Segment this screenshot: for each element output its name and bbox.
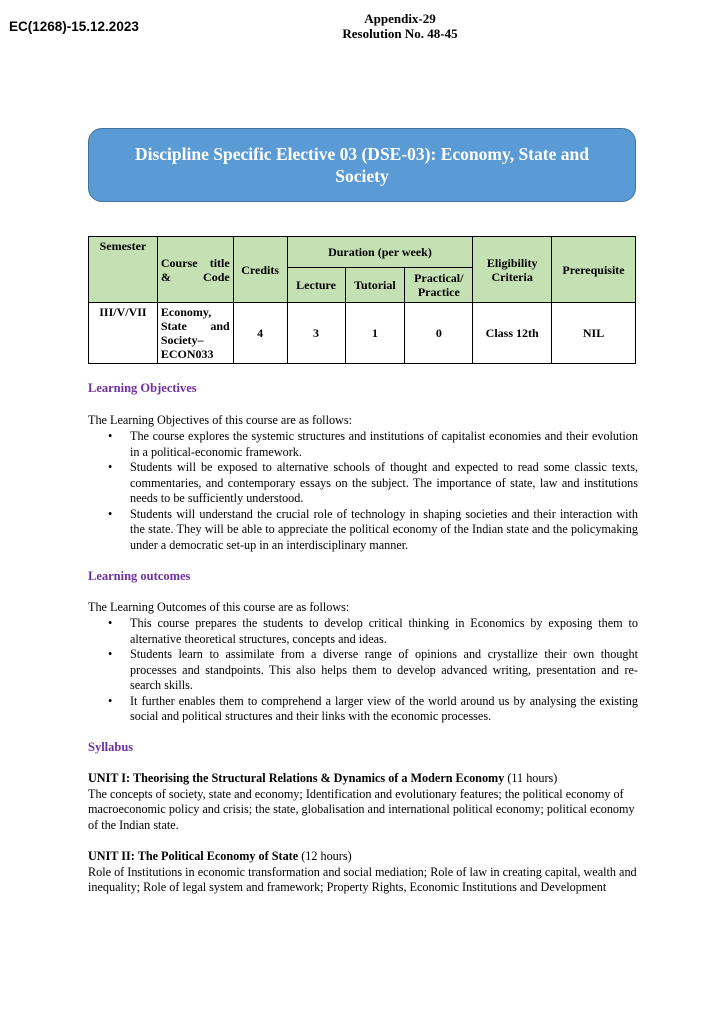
learning-objectives-heading: Learning Objectives xyxy=(88,381,197,395)
unit-1-heading: UNIT I: Theorising the Structural Relations & Dynamics of a Modern Economy (11 hours) xyxy=(88,771,558,785)
cell-practical: 0 xyxy=(405,303,473,364)
cell-semester: III/V/VII xyxy=(89,303,158,364)
document-code: EC(1268)-15.12.2023 xyxy=(9,19,139,34)
table-row xyxy=(89,303,636,364)
unit-2-title: The Political Economy of State xyxy=(137,849,299,863)
cell-course: Economy, State and Society– ECON033 xyxy=(157,303,233,364)
course-title-banner xyxy=(88,128,636,202)
appendix-block xyxy=(280,11,520,41)
unit-2 xyxy=(88,849,638,896)
header-tutorial: Tutorial xyxy=(345,268,405,303)
cell-eligibility: Class 12th xyxy=(473,303,552,364)
unit-2-text: Role of Institutions in economic transformation and social mediation; Role of law in creating capital, wealth and inequality; Role of legal system and framework; Property Rights, Economic Institutions and Development xyxy=(88,864,637,894)
header-course: Course title & Code xyxy=(157,237,233,303)
header-lecture: Lecture xyxy=(287,268,345,303)
learning-objectives-intro: The Learning Objectives of this course are as follows: xyxy=(88,413,352,427)
table-header-row xyxy=(89,237,636,268)
unit-1 xyxy=(88,771,638,833)
list-item: • Students will understand the crucial role of technology in shaping societies and their interaction with the state. They will be able to appreciate the political economy of the Indian state and the policymaking under a democratic set-up in an interdisciplinary manner. xyxy=(108,506,638,552)
syllabus-heading: Syllabus xyxy=(88,740,134,754)
cell-prerequisite: NIL xyxy=(552,303,636,364)
appendix-label: Appendix-29 xyxy=(364,11,436,26)
header-duration: Duration (per week) xyxy=(287,237,473,268)
unit-2-hours: (12 hours) xyxy=(301,849,352,863)
learning-objectives-list xyxy=(88,429,638,553)
cell-credits: 4 xyxy=(233,303,287,364)
header-credits: Credits xyxy=(233,237,287,303)
resolution-label: Resolution No. 48-45 xyxy=(342,26,458,41)
cell-lecture: 3 xyxy=(287,303,345,364)
list-item: • Students learn to assimilate from a diverse range of opinions and crystallize their own thought processes and standpoints. This also helps them to develop advanced writing, presentation and re- search skills. xyxy=(108,647,638,692)
learning-outcomes-list xyxy=(88,616,638,725)
unit-2-heading: UNIT II: The Political Economy of State (12 hours) xyxy=(88,849,352,863)
course-title: Discipline Specific Elective 03 (DSE-03): Economy, State and Society xyxy=(134,144,589,186)
list-item: • This course prepares the students to develop critical thinking in Economics by exposing them to alternative theoretical structures, concepts and ideas. xyxy=(108,616,638,646)
learning-outcomes-intro: The Learning Outcomes of this course are as follows: xyxy=(88,600,350,614)
header-prerequisite: Prerequisite xyxy=(552,237,636,303)
header-semester: Semester xyxy=(89,237,158,303)
unit-1-text: The concepts of society, state and economy; Identification and evolutionary features; the political economy of macroeconomic policy and crisis; the state, globalisation and international political economy; political economy of the Indian state. xyxy=(88,786,635,832)
unit-1-label: UNIT I xyxy=(88,771,127,785)
header-practical: Practical/ Practice xyxy=(405,268,473,303)
course-details-table xyxy=(88,236,636,364)
unit-1-hours: (11 hours) xyxy=(507,771,558,785)
learning-outcomes-heading: Learning outcomes xyxy=(88,569,191,583)
unit-2-label: UNIT II xyxy=(88,849,131,863)
header-eligibility: Eligibility Criteria xyxy=(473,237,552,303)
list-item: • Students will be exposed to alternative schools of thought and expected to read some classic texts, commentaries, and contemporary essays on the subject. The importance of state, law and institutions needs to be sufficiently understood. xyxy=(108,460,638,505)
list-item: • The course explores the systemic structures and institutions of capitalist economies and their evolution in a political-economic framework. xyxy=(108,429,638,459)
cell-tutorial: 1 xyxy=(345,303,405,364)
unit-1-title: Theorising the Structural Relations & Dynamics of a Modern Economy xyxy=(132,771,505,785)
list-item: • It further enables them to comprehend a larger view of the world around us by analysing the existing social and political structures and their links with the economic processes. xyxy=(108,693,638,723)
